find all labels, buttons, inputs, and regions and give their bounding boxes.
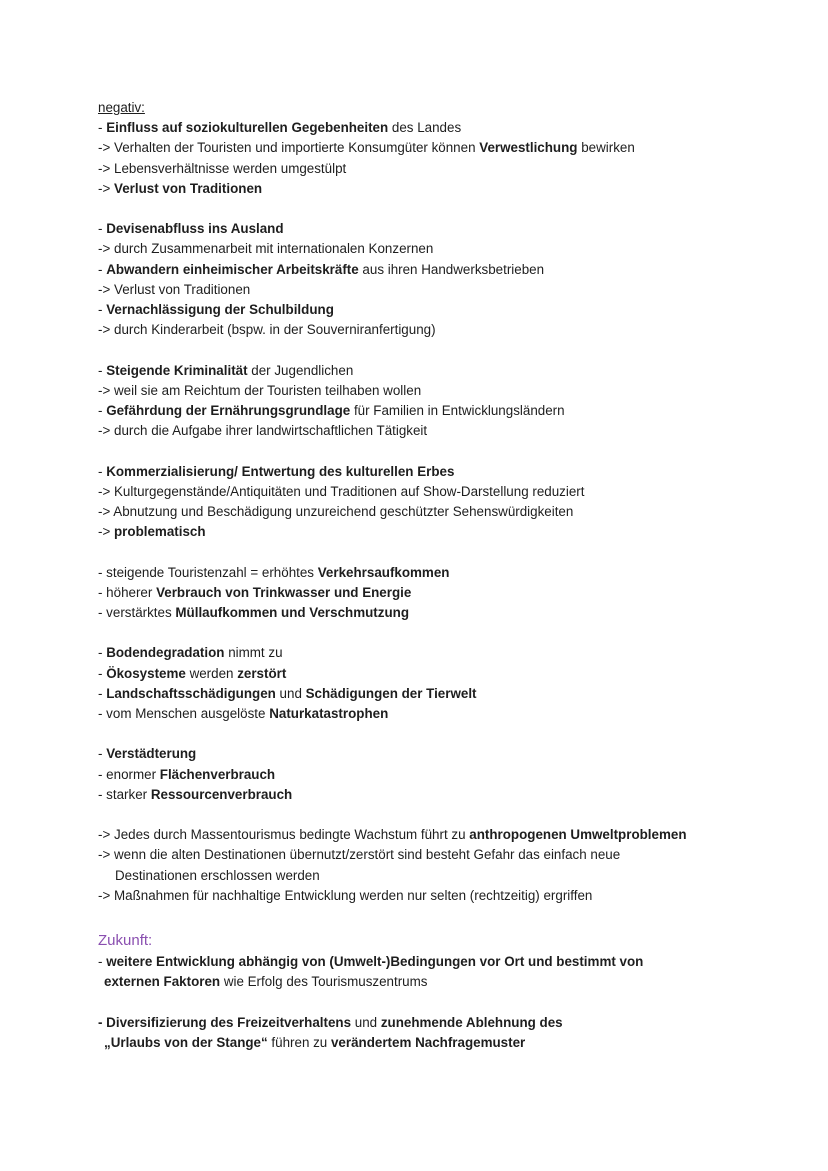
text-line: - verstärktes Müllaufkommen und Verschmutzung [98,605,410,621]
text-line: Destinationen erschlossen werden [115,867,320,883]
text-line: -> Maßnahmen für nachhaltige Entwicklung werden nur selten (rechtzeitig) ergriffen [98,887,593,903]
text-line: -> weil sie am Reichtum der Touristen teilhaben wollen [98,382,422,398]
text-line: -> Jedes durch Massentourismus bedingte Wachstum führt zu anthropogenen Umweltproblemen [98,827,687,843]
text-line: -> durch die Aufgabe ihrer landwirtschaftlichen Tätigkeit [98,423,428,439]
text-line: - Steigende Kriminalität der Jugendlichen [98,362,354,378]
text-line: - Gefährdung der Ernährungsgrundlage für Familien in Entwicklungsländern [98,403,565,419]
text-line: „Urlaubs von der Stange“ führen zu verändertem Nachfragemuster [104,1035,526,1050]
text-line: - Verstädterung [98,746,197,762]
text-line: - weitere Entwicklung abhängig von (Umwelt-)Bedingungen vor Ort und bestimmt von [98,954,644,970]
text-line: -> Verhalten der Touristen und importierte Konsumgüter können Verwestlichung bewirken [98,140,635,156]
text-line: -> Lebensverhältnisse werden umgestülpt [98,160,347,176]
text-line: -> problematisch [98,524,206,540]
text-line: - höherer Verbrauch von Trinkwasser und Energie [98,584,412,600]
document-content [98,98,798,1053]
text-line: - Vernachlässigung der Schulbildung [98,302,334,318]
text-line: - starker Ressourcenverbrauch [98,786,293,802]
negativ-heading: negativ: [98,100,145,115]
text-line: -> wenn die alten Destinationen übernutzt/zerstört sind besteht Gefahr das einfach neue [98,847,621,863]
text-line: -> durch Kinderarbeit (bspw. in der Souverniranfertigung) [98,322,436,338]
text-line: - Bodendegradation nimmt zu [98,645,283,661]
text-line: - Kommerzialisierung/ Entwertung des kulturellen Erbes [98,463,455,479]
text-line: - Einfluss auf soziokulturellen Gegebenheiten des Landes [98,120,462,136]
text-line: - Diversifizierung des Freizeitverhaltens und zunehmende Ablehnung des [98,1014,563,1030]
text-line: -> durch Zusammenarbeit mit internationalen Konzernen [98,241,434,257]
zukunft-heading: Zukunft: [98,932,153,950]
text-line: -> Kulturgegenstände/Antiquitäten und Traditionen auf Show-Darstellung reduziert [98,483,585,499]
text-line: - enormer Flächenverbrauch [98,766,276,782]
text-line: - Ökosysteme werden zerstört [98,665,287,681]
text-line: - steigende Touristenzahl = erhöhtes Verkehrsaufkommen [98,564,450,580]
text-line: - Devisenabfluss ins Ausland [98,221,284,237]
text-line: -> Abnutzung und Beschädigung unzureichend geschützter Sehenswürdigkeiten [98,504,574,520]
text-line: -> Verlust von Traditionen [98,180,263,196]
text-line: - Abwandern einheimischer Arbeitskräfte aus ihren Handwerksbetrieben [98,261,545,277]
text-line: - Landschaftsschädigungen und Schädigungen der Tierwelt [98,685,477,701]
text-line: -> Verlust von Traditionen [98,281,251,297]
text-line: - vom Menschen ausgelöste Naturkatastrophen [98,706,389,722]
text-line: externen Faktoren wie Erfolg des Tourismuszentrums [104,974,428,990]
